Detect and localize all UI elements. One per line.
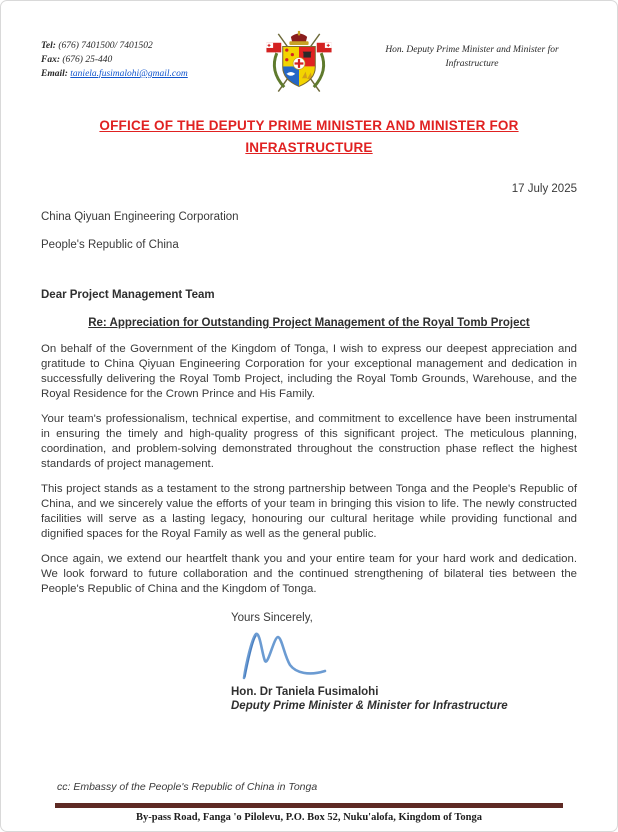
fax-value: (676) 25-440 bbox=[62, 55, 113, 65]
minister-office-label: Hon. Deputy Prime Minister and Minister for Infrastructure bbox=[385, 45, 559, 69]
letterhead bbox=[41, 29, 577, 99]
tel-label: Tel: bbox=[41, 41, 56, 51]
paragraph-2: Your team's professionalism, technical expertise, and commitment to excellence have been instrumental in ensuring the timely and high-quality progress of this significant project. The meticulous planning, coordination, and problem-solving demonstrated throughout the construction phase reflect the highest standards of project management. bbox=[41, 413, 577, 470]
contact-fax bbox=[41, 53, 231, 67]
contact-tel bbox=[41, 39, 231, 53]
paragraph-4: Once again, we extend our heartfelt thank you and your entire team for your hard work and dedication. We look forward to future collaboration and the continued strengthening of bilateral ties between the People's Republic of China and the Kingdom of Tonga. bbox=[41, 553, 577, 595]
email-link[interactable]: taniela.fusimalohi@gmail.com bbox=[70, 69, 188, 79]
footer-divider-bar bbox=[55, 803, 563, 808]
subject-line: Re: Appreciation for Outstanding Project Management of the Royal Tomb Project bbox=[88, 317, 530, 329]
paragraph-3: This project stands as a testament to the strong partnership between Tonga and the People's Republic of China, and we sincerely value the efforts of your team in bringing this vision to life. The newly constructed facilities will serve as a lasting legacy, honouring our cultural heritage while providing functional and dignified spaces for the Royal Family as well as the general public. bbox=[41, 483, 577, 540]
contact-email bbox=[41, 67, 231, 81]
salutation: Dear Project Management Team bbox=[41, 289, 215, 301]
recipient-country: People's Republic of China bbox=[41, 239, 179, 251]
page-footer bbox=[41, 781, 577, 823]
signatory-title: Deputy Prime Minister & Minister for Infrastructure bbox=[231, 700, 508, 712]
signature-block bbox=[231, 626, 577, 712]
contact-info bbox=[41, 29, 231, 81]
email-label: Email: bbox=[41, 69, 68, 79]
cc-line: cc: Embassy of the People's Republic of China in Tonga bbox=[57, 781, 318, 793]
footer-address: By-pass Road, Fanga 'o Pilolevu, P.O. Box 52, Nuku'alofa, Kingdom of Tonga bbox=[136, 812, 482, 823]
letter-date: 17 July 2025 bbox=[511, 183, 577, 195]
tonga-coat-of-arms-icon bbox=[261, 25, 337, 99]
fax-label: Fax: bbox=[41, 55, 60, 65]
recipient-name: China Qiyuan Engineering Corporation bbox=[41, 211, 239, 223]
tel-value: (676) 7401500/ 7401502 bbox=[58, 41, 153, 51]
paragraph-1: On behalf of the Government of the Kingdom of Tonga, I wish to express our deepest appreciation and gratitude to China Qiyuan Engineering Corporation for your exceptional management and dedication in successfully delivering the Royal Tomb Project, including the Royal Tomb Grounds, Warehouse, and the Royal Residence for the Crown Prince and His Family. bbox=[41, 343, 577, 400]
closing-phrase: Yours Sincerely, bbox=[231, 612, 313, 624]
signature-image bbox=[237, 626, 345, 684]
signatory-name: Hon. Dr Taniela Fusimalohi bbox=[231, 686, 379, 698]
office-title: OFFICE OF THE DEPUTY PRIME MINISTER AND MINISTER FOR INFRASTRUCTURE bbox=[99, 118, 519, 155]
